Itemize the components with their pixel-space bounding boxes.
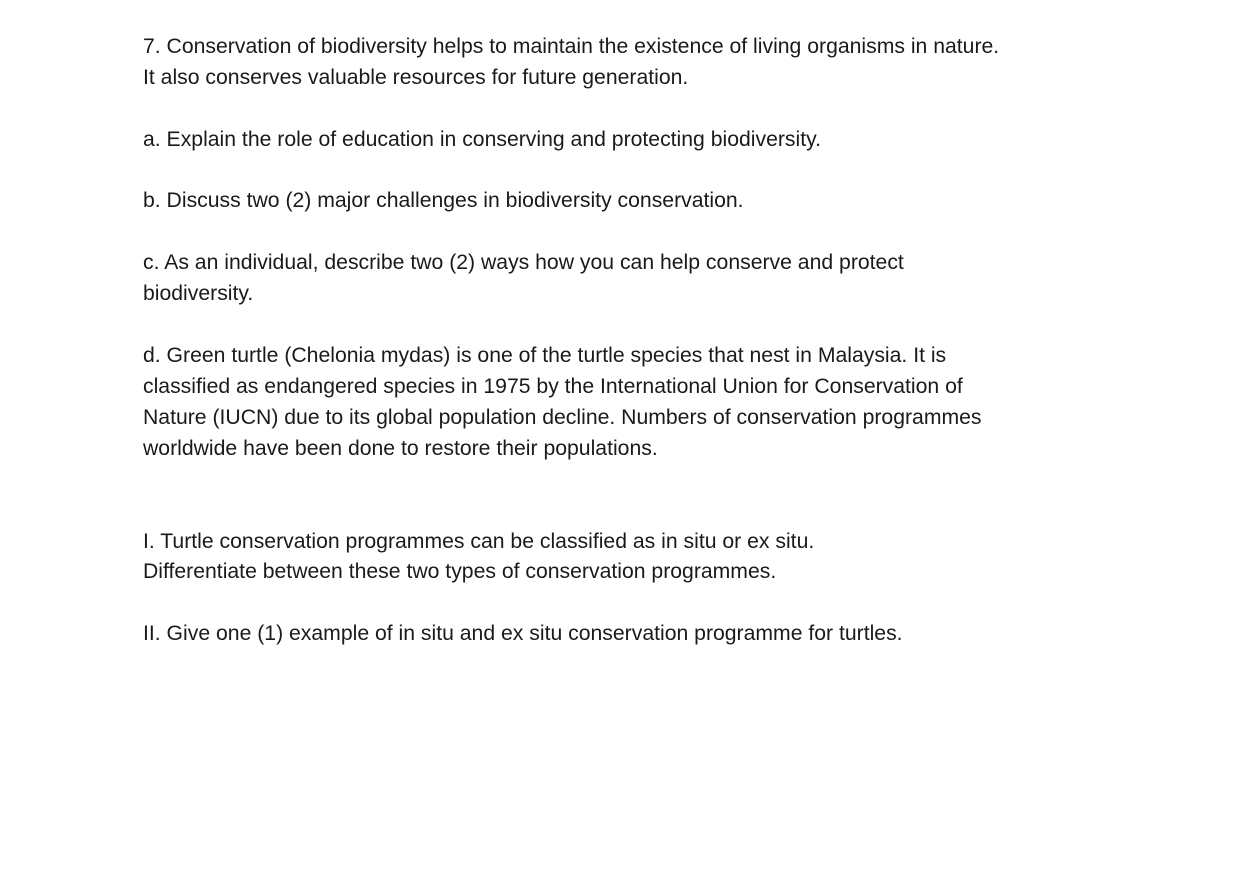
sub-I-line-2: Differentiate between these two types of conservation programmes.: [143, 560, 777, 583]
intro-line-2: It also conserves valuable resources for future generation.: [143, 66, 689, 89]
part-d-line-4: worldwide have been done to restore their populations.: [143, 437, 658, 460]
part-d-line-3: Nature (IUCN) due to its global population decline. Numbers of conservation programmes: [143, 406, 982, 429]
part-a-line-1: a. Explain the role of education in conserving and protecting biodiversity.: [143, 128, 822, 151]
intro-line-1: 7. Conservation of biodiversity helps to maintain the existence of living organisms in nature.: [143, 35, 1000, 58]
part-b-line-1: b. Discuss two (2) major challenges in biodiversity conservation.: [143, 189, 744, 212]
part-c-line-2: biodiversity.: [143, 282, 254, 305]
sub-II-line-1: II. Give one (1) example of in situ and ex situ conservation programme for turtles.: [143, 622, 903, 645]
part-d-line-1: d. Green turtle (Chelonia mydas) is one of the turtle species that nest in Malaysia. It is: [143, 344, 947, 367]
sub-I-line-1: I. Turtle conservation programmes can be classified as in situ or ex situ.: [143, 530, 815, 553]
part-c-line-1: c. As an individual, describe two (2) ways how you can help conserve and protect: [143, 251, 904, 274]
part-d-line-2: classified as endangered species in 1975 by the International Union for Conservation of: [143, 375, 963, 398]
